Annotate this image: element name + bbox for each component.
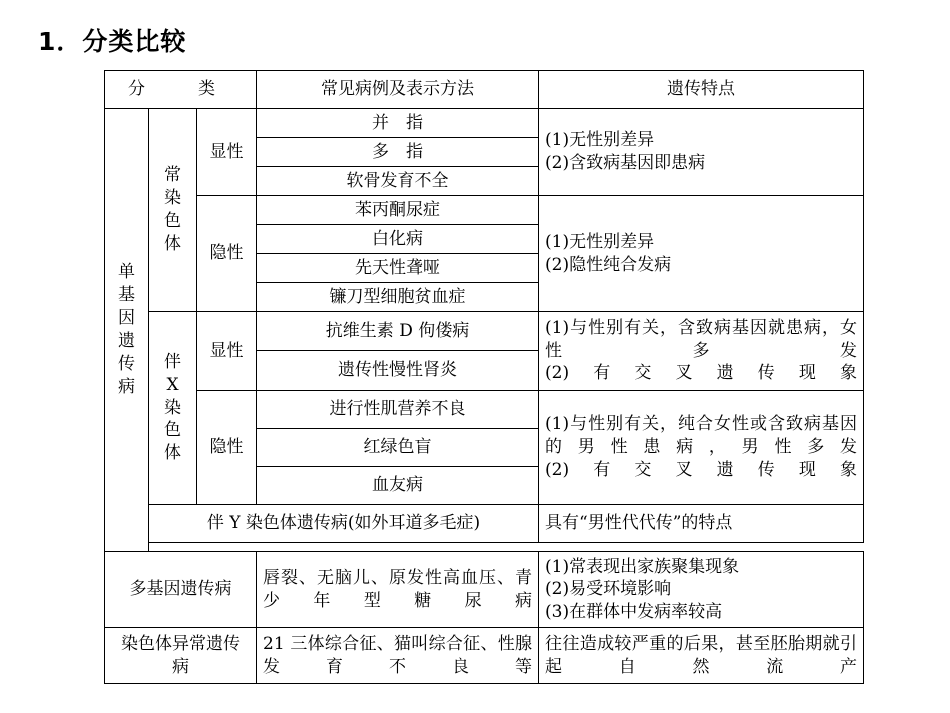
disease-cell: 抗维生素 D 佝偻病 bbox=[257, 312, 539, 351]
chromosomal-examples: 21 三体综合征、猫叫综合征、性腺发育不良等 bbox=[257, 628, 539, 684]
disease-cell: 镰刀型细胞贫血症 bbox=[257, 283, 539, 312]
chromosomal-label: 染色体异常遗传病 bbox=[105, 628, 257, 684]
autosomal-recessive-label: 隐性 bbox=[197, 196, 257, 312]
x-linked-label: 伴 X 染 色 体 bbox=[149, 312, 197, 505]
disease-cell: 苯丙酮尿症 bbox=[257, 196, 539, 225]
x-recessive-label: 隐性 bbox=[197, 391, 257, 505]
table-row bbox=[105, 628, 864, 684]
table-header-row bbox=[105, 71, 864, 109]
disease-cell: 遗传性慢性肾炎 bbox=[257, 351, 539, 391]
table-row bbox=[105, 505, 864, 543]
autosomal-dominant-features: (1)无性别差异 (2)含致病基因即患病 bbox=[539, 109, 864, 196]
section-heading: 1．分类比较 bbox=[38, 27, 187, 56]
polygenic-label: 多基因遗传病 bbox=[105, 552, 257, 628]
chromosomal-features: 往往造成较严重的后果，甚至胚胎期就引起自然流产 bbox=[539, 628, 864, 684]
x-dominant-features: (1)与性别有关，含致病基因就患病，女性多发 (2)有交叉遗传现象 bbox=[539, 312, 864, 391]
disease-cell: 先天性聋哑 bbox=[257, 254, 539, 283]
table-row bbox=[105, 196, 864, 225]
y-linked-features: 具有“男性代代传”的特点 bbox=[539, 505, 864, 543]
genetic-disease-comparison-table bbox=[104, 70, 864, 684]
disease-cell: 多 指 bbox=[257, 138, 539, 167]
autosomal-dominant-label: 显性 bbox=[197, 109, 257, 196]
disease-cell: 并 指 bbox=[257, 109, 539, 138]
disease-cell: 白化病 bbox=[257, 225, 539, 254]
disease-cell: 血友病 bbox=[257, 467, 539, 505]
disease-cell: 进行性肌营养不良 bbox=[257, 391, 539, 429]
table-row bbox=[105, 552, 864, 628]
autosomal-label: 常 染 色 体 bbox=[149, 109, 197, 312]
disease-cell: 软骨发育不全 bbox=[257, 167, 539, 196]
polygenic-features: (1)常表现出家族聚集现象 (2)易受环境影响 (3)在群体中发病率较高 bbox=[539, 552, 864, 628]
table-row bbox=[105, 109, 864, 138]
y-linked-label: 伴 Y 染色体遗传病(如外耳道多毛症) bbox=[149, 505, 539, 543]
spacer-row bbox=[105, 543, 864, 548]
header-examples: 常见病例及表示方法 bbox=[257, 71, 539, 109]
table-row bbox=[105, 391, 864, 429]
polygenic-examples: 唇裂、无脑儿、原发性高血压、青少年型糖尿病 bbox=[257, 552, 539, 628]
autosomal-recessive-features: (1)无性别差异 (2)隐性纯合发病 bbox=[539, 196, 864, 312]
x-recessive-features: (1)与性别有关，纯合女性或含致病基因的男性患病，男性多发 (2)有交叉遗传现象 bbox=[539, 391, 864, 505]
single-gene-label: 单 基 因 遗 传 病 bbox=[105, 109, 149, 552]
table-row bbox=[105, 312, 864, 351]
header-features: 遗传特点 bbox=[539, 71, 864, 109]
x-dominant-label: 显性 bbox=[197, 312, 257, 391]
header-classify: 分 类 bbox=[105, 71, 257, 109]
disease-cell: 红绿色盲 bbox=[257, 429, 539, 467]
